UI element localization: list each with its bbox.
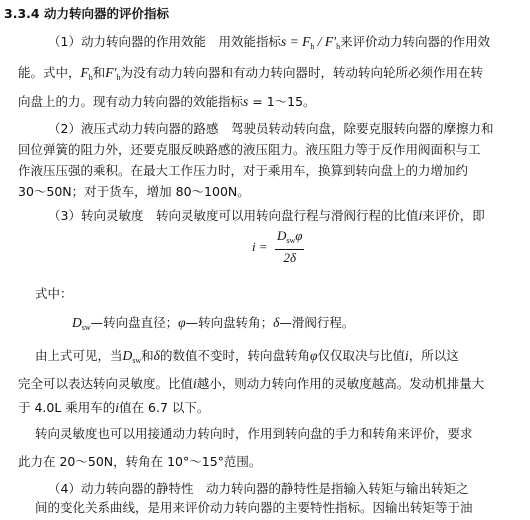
- para1-line2: [18, 65, 483, 86]
- formula-fraction: [275, 228, 304, 266]
- para1-line3-tail: = 1～15。: [248, 94, 316, 109]
- para4-line1-a: 由上式可见，当: [35, 348, 123, 363]
- para5-line1: 转向灵敏度也可以用接通动力转向时，作用到转向盘的手力和转角来评价，要求: [35, 426, 473, 441]
- para4-line1: [35, 348, 459, 369]
- math-Fh-prime-2: $F'_h$: [105, 65, 121, 82]
- math-s: s: [280, 34, 287, 49]
- math-eq: =: [286, 34, 303, 49]
- math-Fh-prime: $F'_h$: [324, 34, 341, 51]
- para4-line2: [18, 376, 484, 392]
- section-title: 3.3.4 动力转向器的评价指标: [4, 6, 169, 21]
- def-D-text: —转向盘直径；: [90, 315, 179, 330]
- def-phi-text: —转向盘转角；: [185, 315, 274, 330]
- para5-line2: 此力在 20～50N，转角在 10°～15°范围。: [18, 454, 262, 469]
- math-s-2: s: [243, 94, 249, 109]
- para6-line2: 间的变化关系曲线，是用来评价动力转向器的主要特性指标。因输出转矩等于油: [35, 500, 473, 515]
- formula-numerator: $D_{sw}\varphi$: [276, 228, 303, 245]
- para4-D: $D_{sw}$: [122, 348, 142, 365]
- para4-line1-b: 和: [141, 348, 154, 363]
- math-Fh: $F_h$: [302, 34, 315, 51]
- para2-line4: 30～50N；对于货车，增加 80～100N。: [18, 184, 250, 199]
- para1-line2-c: 为没有动力转向器和有动力转向器时，转动转向轮所必须作用在转: [120, 65, 483, 80]
- formula-block: [252, 228, 304, 266]
- para1-line1-tail: 来评价动力转向器的作用效: [340, 34, 491, 49]
- para2-line1: （2）液压式动力转向器的路感 驾驶员转动转向盘，除要克服转向器的摩擦力和: [48, 121, 494, 136]
- para4-line3-b: 值在 6.7 以下。: [119, 400, 210, 415]
- para4-i2: i: [193, 376, 197, 391]
- para1-line2-a: 能。式中，: [18, 65, 81, 80]
- para4-i3: i: [115, 400, 120, 415]
- para2-line3: 作液压压强的乘积。在最大工作压力时，对于乘用车，换算到转向盘上的力增加约: [18, 163, 469, 178]
- def-delta: δ: [273, 315, 280, 330]
- formula-eq: =: [259, 239, 267, 254]
- para1-line1-head: （1）动力转向器的作用效能 用效能指标: [48, 34, 281, 49]
- para4-line1-c: 的数值不变时，转向盘转角: [159, 348, 310, 363]
- math-Fh-2: $F_h$: [80, 65, 93, 82]
- math-slash: /: [314, 34, 325, 49]
- formula-lhs: i: [252, 239, 256, 254]
- math-i: i: [418, 208, 423, 223]
- para4-i: i: [404, 348, 409, 363]
- para4-line3-a: 于 4.0L 乘用车的: [18, 400, 116, 415]
- para2-line2: 回位弹簧的阻力外，还要克服反映路感的液压阻力。液压阻力等于反作用阀面积与工: [18, 142, 481, 157]
- para6-line1: （4）动力转向器的静特性 动力转向器的静特性是指输入转矩与输出转矩之: [48, 481, 469, 496]
- para3-line1-text: （3）转向灵敏度 转向灵敏度可以用转向盘行程与滑阀行程的比值: [48, 208, 419, 223]
- def-D: $D_{sw}$: [72, 315, 91, 332]
- def-delta-text: —滑阀行程。: [279, 315, 355, 330]
- para4-line1-d: 仅仅取决与比值: [317, 348, 405, 363]
- para4-line1-e: ，所以这: [408, 348, 459, 363]
- para1-line3: [18, 94, 316, 110]
- where-label: 式中：: [35, 286, 73, 301]
- para4-line2-b: 越小，则动力转向作用的灵敏度越高。发动机排量大: [196, 376, 485, 391]
- def-phi: φ: [178, 315, 186, 330]
- para4-line3: [18, 400, 209, 416]
- formula-denominator: 2δ: [283, 250, 296, 265]
- para3-line1: [48, 208, 485, 224]
- para1-line2-b: 和: [92, 65, 106, 80]
- para3-line1-tail: 来评价，即: [422, 208, 485, 223]
- para1-line3-text: 向盘上的力。现有动力转向器的效能指标: [18, 94, 244, 109]
- para4-phi: φ: [309, 348, 318, 363]
- para1-line1: [48, 34, 490, 55]
- where-definitions: [72, 315, 354, 336]
- para4-delta: δ: [153, 348, 160, 363]
- para4-line2-a: 完全可以表达转向灵敏度。比值: [18, 376, 194, 391]
